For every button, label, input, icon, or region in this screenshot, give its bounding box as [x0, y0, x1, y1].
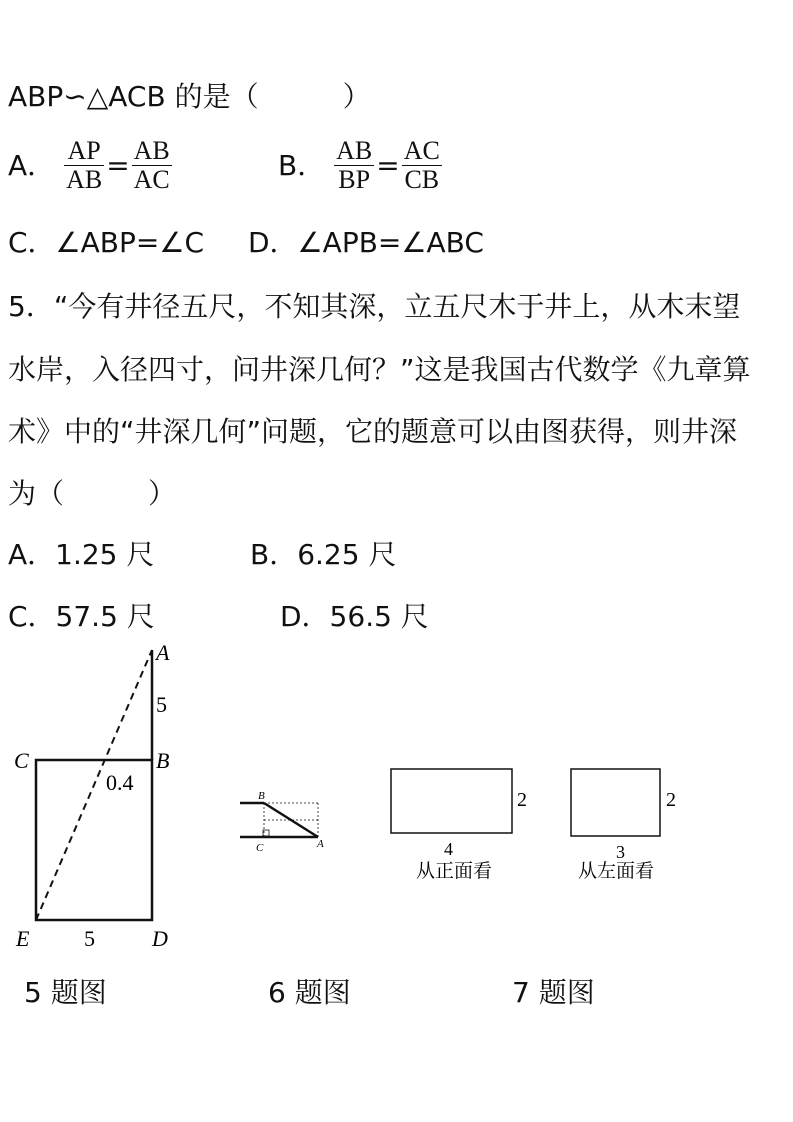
caption-fig-7: 7 题图 — [512, 976, 595, 1009]
q5-line-2: 水岸，入径四寸，问井深几何？”这是我国古代数学《九章算 — [8, 353, 751, 386]
length-ed: 5 — [84, 926, 95, 951]
front-view-height: 2 — [517, 789, 527, 811]
left-view-height: 2 — [666, 789, 676, 811]
front-view-width: 4 — [444, 839, 453, 859]
label-a: A — [156, 640, 170, 665]
equals-sign: = — [106, 148, 130, 182]
fraction-denominator: BP — [338, 165, 371, 194]
equals-sign: = — [376, 148, 400, 182]
sight-line-ae — [36, 650, 152, 920]
q4-option-d: D．∠APB=∠ABC — [248, 226, 484, 259]
left-view-width: 3 — [616, 842, 625, 862]
fraction-numerator: AP — [64, 137, 104, 166]
q4-option-b-label: B． — [278, 148, 326, 182]
front-view-rect — [391, 769, 512, 833]
figure-7 — [391, 769, 676, 882]
q4-stem: ABP∽△ACB 的是（ ） — [8, 80, 371, 113]
q5-line-3: 术》中的“井深几何”问题，它的题意可以由图获得，则井深 — [8, 415, 738, 448]
q5-option-c: C．57.5 尺 — [8, 600, 155, 633]
label-b: B — [258, 790, 265, 802]
label-d: D — [152, 926, 168, 951]
q5-option-d: D．56.5 尺 — [280, 600, 429, 633]
left-view-label: 从左面看 — [578, 860, 655, 882]
length-cb-part: 0.4 — [106, 770, 134, 795]
q5-option-b: B．6.25 尺 — [250, 538, 397, 571]
q4-option-a-label: A． — [8, 148, 56, 182]
label-c: C — [14, 748, 29, 773]
q4-option-c: C．∠ABP=∠C — [8, 226, 205, 259]
fraction-denominator: CB — [404, 165, 440, 194]
label-b: B — [156, 748, 170, 773]
q5-option-a: A．1.25 尺 — [8, 538, 155, 571]
label-c: C — [256, 842, 264, 854]
fraction-numerator: AB — [133, 136, 170, 165]
figure-5 — [14, 640, 170, 951]
label-a: A — [317, 838, 324, 850]
fraction-numerator: AC — [403, 136, 440, 165]
label-e: E — [16, 926, 30, 951]
fraction-denominator: AC — [133, 165, 170, 194]
fraction-numerator: AB — [336, 136, 373, 165]
length-ab: 5 — [156, 692, 167, 717]
q5-line-1: 5．“今有井径五尺，不知其深，立五尺木于井上，从木末望 — [8, 290, 741, 323]
fraction-denominator: AB — [66, 165, 103, 194]
figure-6 — [240, 790, 324, 854]
q5-line-4: 为（ ） — [8, 477, 177, 510]
caption-fig-6: 6 题图 — [268, 976, 351, 1009]
caption-fig-5: 5 题图 — [24, 976, 107, 1009]
front-view-label: 从正面看 — [416, 860, 493, 882]
left-view-rect — [571, 769, 660, 836]
